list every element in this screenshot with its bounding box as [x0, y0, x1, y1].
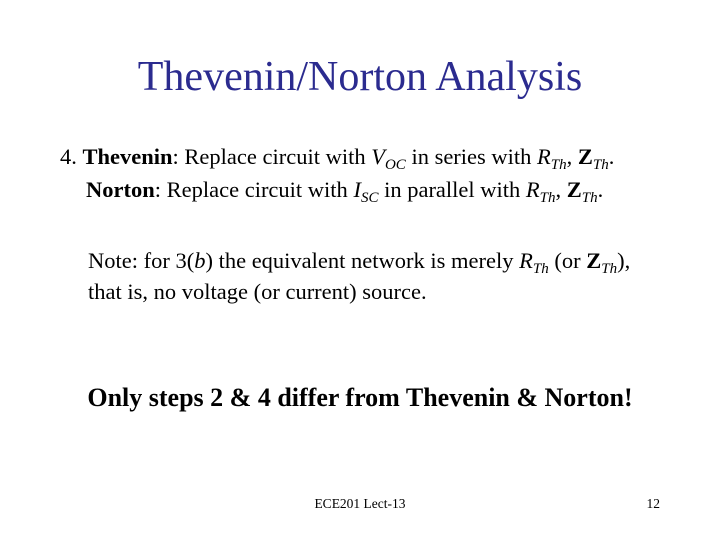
rth-symbol: R [537, 144, 551, 169]
rth-subscript: Th [550, 157, 567, 173]
voc-symbol: V [371, 144, 385, 169]
voc-subscript: OC [384, 157, 406, 173]
step-number: 4. [60, 144, 83, 169]
emphasis-statement: Only steps 2 & 4 differ from Thevenin & Norton! [87, 383, 633, 412]
isc-symbol: I [353, 177, 361, 202]
note-end: ), [617, 248, 631, 273]
norton-text-b: in parallel with [378, 177, 526, 202]
zth-subscript: Th [592, 157, 609, 173]
norton-end: . [597, 177, 604, 202]
norton-term: Norton [86, 177, 155, 202]
thevenin-term: Thevenin [82, 144, 173, 169]
rth-subscript: Th [532, 261, 549, 277]
note-b-letter: b [194, 248, 206, 273]
thevenin-end: . [608, 144, 615, 169]
norton-text-a: : Replace circuit with [154, 177, 354, 202]
rth-symbol: R [519, 248, 533, 273]
note-line-2: that is, no voltage (or current) source. [88, 279, 427, 304]
footer-label: ECE201 Lect-13 [314, 496, 406, 511]
rth-subscript: Th [539, 190, 556, 206]
page-number: 12 [646, 496, 660, 511]
zth-symbol: Z [586, 248, 602, 273]
note-text-a: Note: for 3( [88, 248, 195, 273]
zth-symbol: Z [566, 177, 582, 202]
note-line-1 [88, 247, 630, 275]
note-text-b: ) the equivalent network is merely [205, 248, 520, 273]
thevenin-comma: , [566, 144, 578, 169]
thevenin-text-b: in series with [405, 144, 538, 169]
zth-symbol: Z [577, 144, 593, 169]
note-text-c: (or [548, 248, 587, 273]
norton-comma: , [555, 177, 567, 202]
norton-step-line [86, 176, 603, 204]
thevenin-text-a: : Replace circuit with [172, 144, 372, 169]
isc-subscript: SC [360, 190, 379, 206]
rth-symbol: R [525, 177, 540, 202]
zth-subscript: Th [601, 261, 618, 277]
slide-title: Thevenin/Norton Analysis [137, 54, 583, 100]
zth-subscript: Th [581, 190, 598, 206]
thevenin-step-line [60, 143, 614, 171]
